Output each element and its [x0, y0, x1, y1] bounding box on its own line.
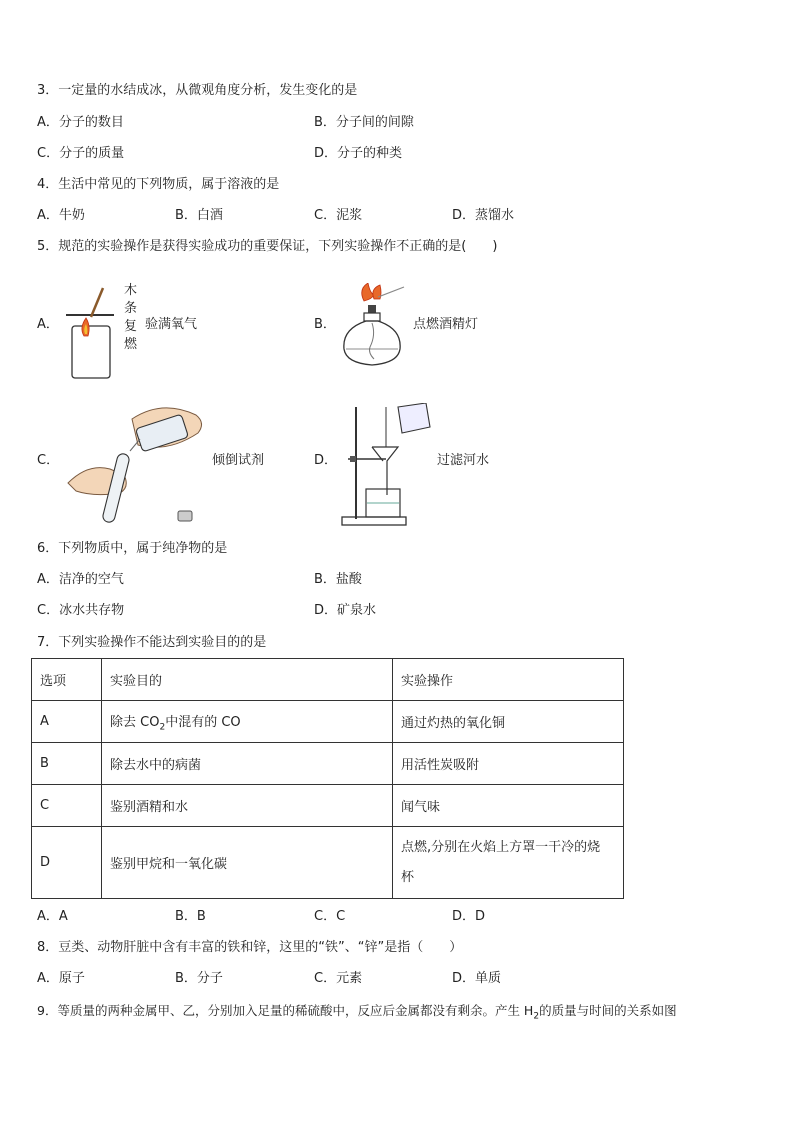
q5-option-a-side-char: 条 [124, 301, 138, 316]
q5-option-a-caption: 验满氧气 [145, 317, 198, 332]
q5-option-d-letter: D． [314, 453, 338, 468]
q7-option-a: A．A [37, 909, 68, 924]
q5-option-a-side-char: 木 [124, 283, 138, 298]
q5-option-b-letter: B． [314, 317, 336, 332]
aim-subscript: 2 [159, 722, 166, 733]
q3-option-c: C．分子的质量 [37, 146, 125, 161]
q8-option-b: B．分子 [175, 971, 223, 986]
q4-stem: 4．生活中常见的下列物质，属于溶液的是 [37, 177, 280, 192]
table-cell-operation [393, 827, 624, 899]
table-row [32, 743, 624, 785]
oxygen-test-illustration [62, 284, 124, 382]
q4-option-a: A．牛奶 [37, 208, 85, 223]
q5-option-a-side-char: 复 [124, 319, 138, 334]
q6-option-c: C．冰水共存物 [37, 603, 125, 618]
operation-line: 点燃,分别在火焰上方罩一干冷的烧 [401, 839, 601, 855]
q7-option-b: B．B [175, 909, 206, 924]
table-row [32, 785, 624, 827]
q8-option-c: C．元素 [314, 971, 363, 986]
table-cell-option: B [32, 743, 102, 785]
q5-option-d-caption: 过滤河水 [437, 453, 490, 468]
q3-option-b: B．分子间的间隙 [314, 115, 414, 130]
q5-stem: 5．规范的实验操作是获得实验成功的重要保证，下列实验操作不正确的是( ) [37, 239, 498, 254]
q3-stem: 3．一定量的水结成冰，从微观角度分析，发生变化的是 [37, 83, 358, 98]
q6-stem: 6．下列物质中，属于纯净物的是 [37, 541, 228, 556]
table-row [32, 827, 624, 899]
table-header-cell: 实验目的 [102, 659, 393, 701]
table-row [32, 701, 624, 743]
table-header-cell: 选项 [32, 659, 102, 701]
q4-option-d: D．蒸馏水 [452, 208, 515, 223]
q7-option-c: C．C [314, 909, 346, 924]
q6-option-a: A．洁净的空气 [37, 572, 124, 587]
q9-stem-text: 9．等质量的两种金属甲、乙，分别加入足量的稀硫酸中，反应后金属都没有剩余。产生 H [37, 1003, 534, 1018]
q5-option-a-side-char: 燃 [124, 337, 138, 352]
table-header-row [32, 659, 624, 701]
experiment-table [31, 658, 624, 899]
table-cell-option: A [32, 701, 102, 743]
q4-option-c: C．泥浆 [314, 208, 363, 223]
q9-stem-subscript: 2 [533, 1011, 540, 1022]
table-cell-aim: 鉴别酒精和水 [102, 785, 393, 827]
q7-stem: 7．下列实验操作不能达到实验目的的是 [37, 635, 267, 650]
table-cell-aim: 鉴别甲烷和一氧化碳 [102, 827, 393, 899]
filtration-illustration [338, 403, 434, 527]
q9-stem-text: 的质量与时间的关系如图 [539, 1003, 677, 1018]
pouring-reagent-illustration [66, 403, 208, 525]
table-cell-aim [102, 701, 393, 743]
q7-option-d: D．D [452, 909, 486, 924]
q5-option-c-caption: 倾倒试剂 [212, 453, 265, 468]
aim-text: 除去 CO [110, 714, 160, 730]
table-cell-option: C [32, 785, 102, 827]
table-cell-aim: 除去水中的病菌 [102, 743, 393, 785]
q6-option-d: D．矿泉水 [314, 603, 377, 618]
table-header-cell: 实验操作 [393, 659, 624, 701]
alcohol-lamp-illustration [338, 283, 408, 371]
aim-text: 中混有的 CO [165, 714, 241, 730]
table-cell-option: D [32, 827, 102, 899]
q5-option-b-caption: 点燃酒精灯 [413, 317, 479, 332]
table-cell-operation: 通过灼热的氧化铜 [393, 701, 624, 743]
q8-option-d: D．单质 [452, 971, 502, 986]
table-cell-operation: 用活性炭吸附 [393, 743, 624, 785]
q4-option-b: B．白酒 [175, 208, 223, 223]
q5-option-c-letter: C． [37, 453, 60, 468]
q8-option-a: A．原子 [37, 971, 85, 986]
q5-option-a-side-label [124, 282, 138, 354]
q9-stem [37, 1002, 677, 1026]
table-cell-operation: 闻气味 [393, 785, 624, 827]
operation-line: 杯 [401, 869, 415, 885]
q5-option-a-letter: A． [37, 317, 59, 332]
q3-option-a: A．分子的数目 [37, 115, 124, 130]
q8-stem: 8．豆类、动物肝脏中含有丰富的铁和锌，这里的“铁”、“锌”是指（ ） [37, 940, 463, 955]
q3-option-d: D．分子的种类 [314, 146, 403, 161]
q6-option-b: B．盐酸 [314, 572, 362, 587]
